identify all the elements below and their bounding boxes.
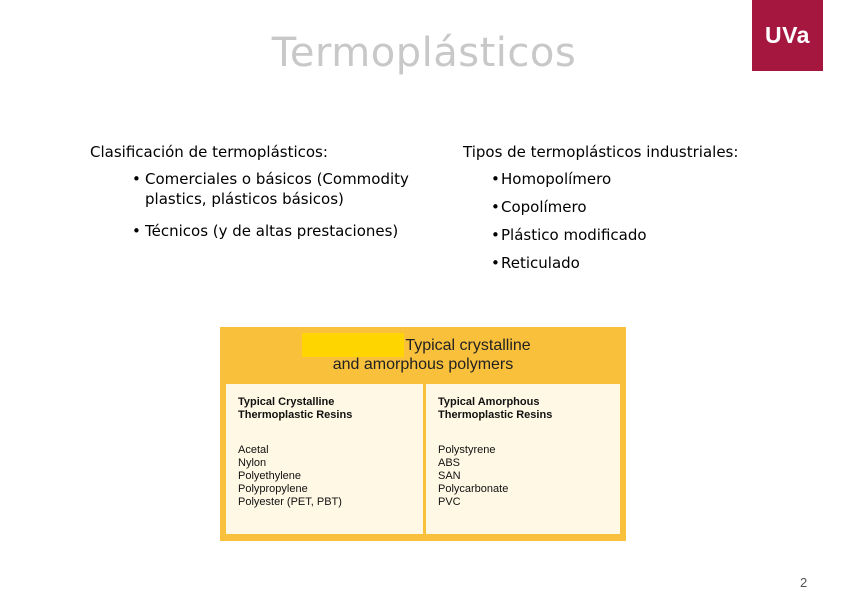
amorphous-heading-line2: Thermoplastic Resins [438, 409, 553, 421]
uva-logo: UVa [752, 0, 823, 71]
list-item: • Reticulado [463, 253, 793, 273]
amorphous-panel [426, 384, 620, 534]
types-section [463, 142, 793, 281]
list-item: • Técnicos (y de altas prestaciones) [90, 221, 430, 241]
polymers-figure [220, 327, 626, 541]
figure-title-line1: Typical crystalline [405, 337, 531, 354]
types-heading: Tipos de termoplásticos industriales: [463, 143, 739, 161]
list-item: • Comerciales o básicos (Commodity plastics, plásticos básicos) [90, 169, 430, 209]
crystalline-heading-line2: Thermoplastic Resins [238, 409, 353, 421]
page-number: 2 [800, 575, 808, 590]
figure-title-line2: and amorphous polymers [332, 356, 514, 373]
list-item: SAN [438, 470, 461, 482]
list-item: Polystyrene [438, 444, 496, 456]
figure-title [220, 336, 626, 374]
list-item: Polyethylene [238, 470, 301, 482]
list-item: Acetal [238, 444, 269, 456]
list-item: • Homopolímero [463, 169, 793, 189]
classification-list [90, 169, 430, 241]
crystalline-panel [226, 384, 423, 534]
list-item: Nylon [238, 457, 267, 469]
amorphous-heading [438, 396, 620, 422]
list-item: Polyester (PET, PBT) [238, 496, 342, 508]
list-item: Polycarbonate [438, 483, 509, 495]
crystalline-list [238, 444, 423, 509]
list-item: Polypropylene [238, 483, 308, 495]
amorphous-heading-line1: Typical Amorphous [438, 396, 540, 408]
amorphous-list [438, 444, 620, 509]
list-item: • Plástico modificado [463, 225, 793, 245]
types-list [463, 169, 793, 273]
list-item: • Copolímero [463, 197, 793, 217]
slide-title: Termoplásticos [271, 30, 577, 76]
list-item: PVC [438, 496, 461, 508]
crystalline-heading [238, 396, 423, 422]
classification-heading: Clasificación de termoplásticos: [90, 143, 328, 161]
classification-section [90, 142, 430, 253]
list-item: ABS [438, 457, 461, 469]
crystalline-heading-line1: Typical Crystalline [238, 396, 335, 408]
